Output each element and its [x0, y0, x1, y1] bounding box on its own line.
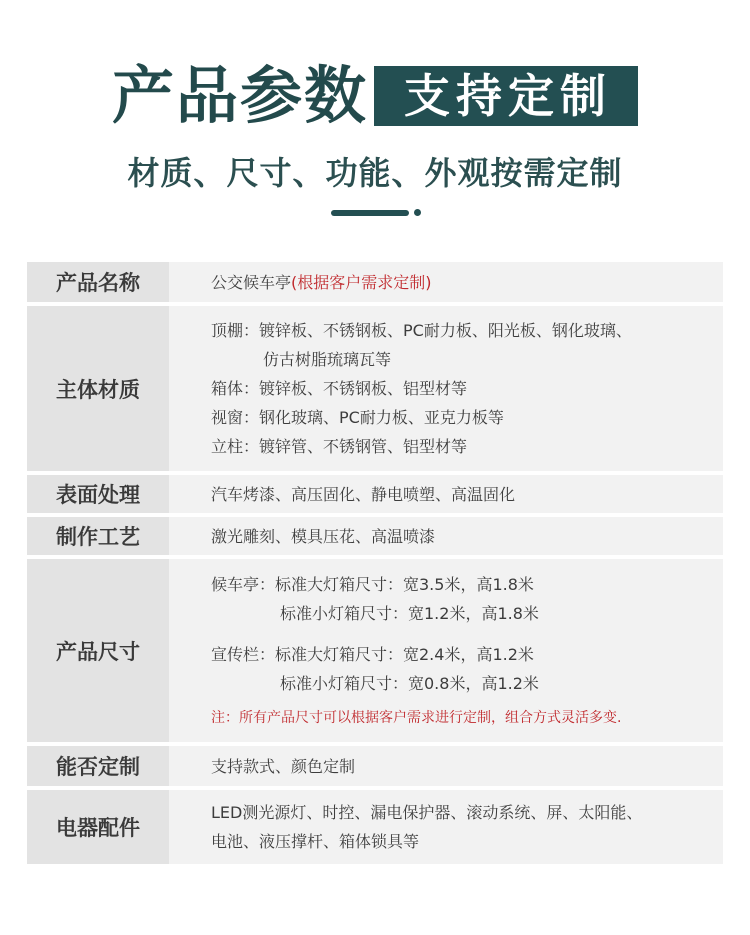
divider-bar [331, 210, 409, 216]
row-label: 主体材质 [27, 306, 169, 471]
row-label: 电器配件 [27, 790, 169, 864]
row-label: 制作工艺 [27, 517, 169, 555]
row-content [169, 746, 723, 786]
size-line: 标准小灯箱尺寸：宽0.8米，高1.2米 [280, 673, 539, 693]
row-content [169, 790, 723, 864]
row-label: 表面处理 [27, 475, 169, 513]
row-label: 产品名称 [27, 262, 169, 302]
header-title [0, 58, 750, 134]
row-material [27, 306, 723, 471]
row-content [169, 517, 723, 555]
row-label: 能否定制 [27, 746, 169, 786]
size-line: 宣传栏：标准大灯箱尺寸：宽2.4米，高1.2米 [211, 644, 534, 664]
title-badge: 支持定制 [374, 66, 638, 126]
divider-dot [414, 209, 421, 216]
surface-value: 汽车烤漆、高压固化、静电喷塑、高温固化 [211, 484, 516, 504]
size-line: 候车亭：标准大灯箱尺寸：宽3.5米，高1.8米 [211, 574, 534, 594]
size-line: 标准小灯箱尺寸：宽1.2米，高1.8米 [280, 603, 539, 623]
craft-value: 激光雕刻、模具压花、高温喷漆 [211, 526, 436, 546]
material-line: 顶棚：镀锌板、不锈钢板、PC耐力板、阳光板、钢化玻璃、 [211, 321, 632, 340]
size-note: 注：所有产品尺寸可以根据客户需求进行定制，组合方式灵活多变. [211, 709, 622, 726]
spec-table [27, 262, 723, 868]
parts-line: 电池、液压撑杆、箱体锁具等 [211, 832, 420, 851]
row-craft [27, 517, 723, 555]
row-surface [27, 475, 723, 513]
page-subtitle: 材质、尺寸、功能、外观按需定制 [127, 154, 623, 192]
custom-value: 支持款式、颜色定制 [211, 756, 356, 776]
row-parts [27, 790, 723, 864]
row-product-name [27, 262, 723, 302]
page-title: 产品参数 [111, 59, 368, 132]
product-name-value: 公交候车亭 [211, 272, 292, 292]
row-content [169, 475, 723, 513]
product-name-note: (根据客户需求定制) [291, 272, 432, 292]
row-size [27, 559, 723, 742]
material-line: 视窗：钢化玻璃、PC耐力板、亚克力板等 [211, 408, 504, 427]
row-label: 产品尺寸 [27, 559, 169, 742]
row-content [169, 306, 723, 471]
material-line: 立柱：镀锌管、不锈钢管、铝型材等 [211, 437, 468, 456]
parts-line: LED测光源灯、时控、漏电保护器、滚动系统、屏、太阳能、 [211, 803, 643, 822]
row-content [169, 559, 723, 742]
row-content [169, 262, 723, 302]
material-line: 箱体：镀锌板、不锈钢板、铝型材等 [211, 379, 468, 398]
material-line: 仿古树脂琉璃瓦等 [263, 350, 392, 369]
row-custom [27, 746, 723, 786]
